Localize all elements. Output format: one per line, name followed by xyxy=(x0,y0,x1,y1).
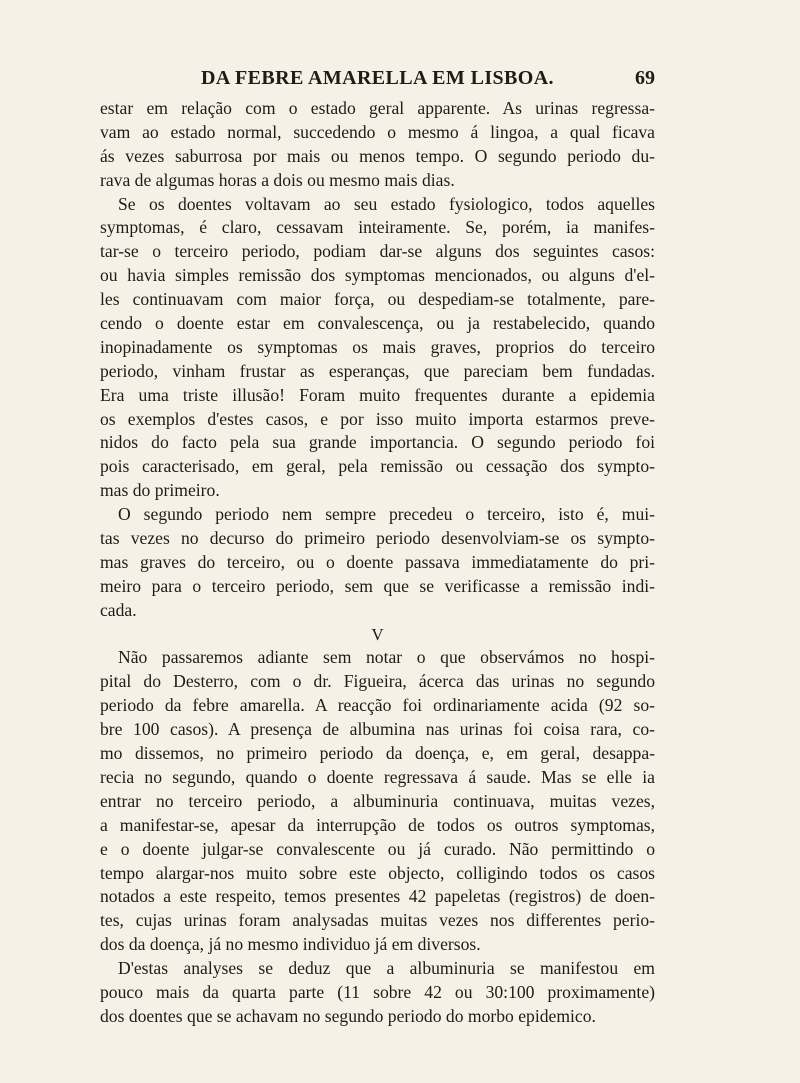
text-line: tempo alargar-nos muito sobre este objecto, colligindo todos os casos xyxy=(100,862,655,883)
running-head: DA FEBRE AMARELLA EM LISBOA. xyxy=(201,67,554,89)
text-line: e o doente julgar-se convalescente ou já curado. Não permittindo o xyxy=(100,838,655,859)
text-line: cada. xyxy=(100,599,137,620)
text-line: dos doentes que se achavam no segundo periodo do morbo epidemico. xyxy=(100,1005,596,1026)
text-line: Se os doentes voltavam ao seu estado fysiologico, todos aquelles xyxy=(118,193,655,214)
text-line: bre 100 casos). A presença de albumina nas urinas foi coisa rara, co- xyxy=(100,719,655,740)
text-line: rava de algumas horas a dois ou mesmo mais dias. xyxy=(100,169,455,190)
text-line: tas vezes no decurso do primeiro periodo desenvolviam-se os sympto- xyxy=(100,528,655,549)
text-line: les continuavam com maior força, ou despediam-se totalmente, pare- xyxy=(100,289,655,310)
body-text xyxy=(100,97,655,1029)
text-line: estar em relação com o estado geral apparente. As urinas regressa- xyxy=(100,98,655,118)
text-line: nidos do facto pela sua grande importancia. O segundo periodo foi xyxy=(100,432,655,453)
page-header xyxy=(100,64,655,92)
text-line: Era uma triste illusão! Foram muito frequentes durante a epidemia xyxy=(100,384,655,405)
text-line: vam ao estado normal, succedendo o mesmo á lingoa, a qual ficava xyxy=(100,121,655,142)
text-line: periodo da febre amarella. A reacção foi ordinariamente acida (92 so- xyxy=(100,695,655,716)
text-line: cendo o doente estar em convalescença, ou ja restabelecido, quando xyxy=(100,313,655,334)
text-line: pital do Desterro, com o dr. Figueira, ácerca das urinas no segundo xyxy=(100,671,655,692)
text-line: pouco mais da quarta parte (11 sobre 42 ou 30:100 proximamente) xyxy=(100,981,655,1002)
text-line: mo dissemos, no primeiro periodo da doença, e, em geral, desappa- xyxy=(100,743,655,764)
text-line: inopinadamente os symptomas os mais graves, proprios do terceiro xyxy=(100,336,655,357)
text-line: tar-se o terceiro periodo, podiam dar-se alguns dos seguintes casos: xyxy=(100,241,655,262)
text-line: mas graves do terceiro, ou o doente passava immediatamente do pri- xyxy=(100,551,655,572)
text-line: O segundo periodo nem sempre precedeu o terceiro, isto é, mui- xyxy=(118,504,655,525)
text-line: D'estas analyses se deduz que a albuminuria se manifestou em xyxy=(118,958,655,979)
text-line: symptomas, é claro, cessavam inteiramente. Se, porém, ia manifes- xyxy=(100,217,655,238)
text-line: meiro para o terceiro periodo, sem que se verificasse a remissão indi- xyxy=(100,575,655,596)
text-line: notados a este respeito, temos presentes 42 papeletas (registros) de doen- xyxy=(100,886,655,907)
text-line: os exemplos d'estes casos, e por isso muito importa estarmos preve- xyxy=(100,408,655,429)
text-line: mas do primeiro. xyxy=(100,480,220,501)
text-line: recia no segundo, quando o doente regressava á saude. Mas se elle ia xyxy=(100,766,655,787)
page-number: 69 xyxy=(635,67,655,89)
text-line: Não passaremos adiante sem notar o que observámos no hospi- xyxy=(118,647,655,668)
text-line: entrar no terceiro periodo, a albuminuria continuava, muitas vezes, xyxy=(100,790,655,811)
text-line: a manifestar-se, apesar da interrupção de todos os outros symptomas, xyxy=(100,814,655,835)
section-heading: V xyxy=(371,624,384,644)
text-line: periodo, vinham frustar as esperanças, que pareciam bem fundadas. xyxy=(100,360,655,381)
text-line: tes, cujas urinas foram analysadas muitas vezes nos differentes perio- xyxy=(100,910,655,931)
text-line: dos da doença, já no mesmo individuo já em diversos. xyxy=(100,934,481,955)
text-line: ou havia simples remissão dos symptomas mencionados, ou alguns d'el- xyxy=(100,265,655,286)
text-line: ás vezes saburrosa por mais ou menos tempo. O segundo periodo du- xyxy=(100,145,655,166)
text-line: pois caracterisado, em geral, pela remissão ou cessação dos sympto- xyxy=(100,456,655,477)
